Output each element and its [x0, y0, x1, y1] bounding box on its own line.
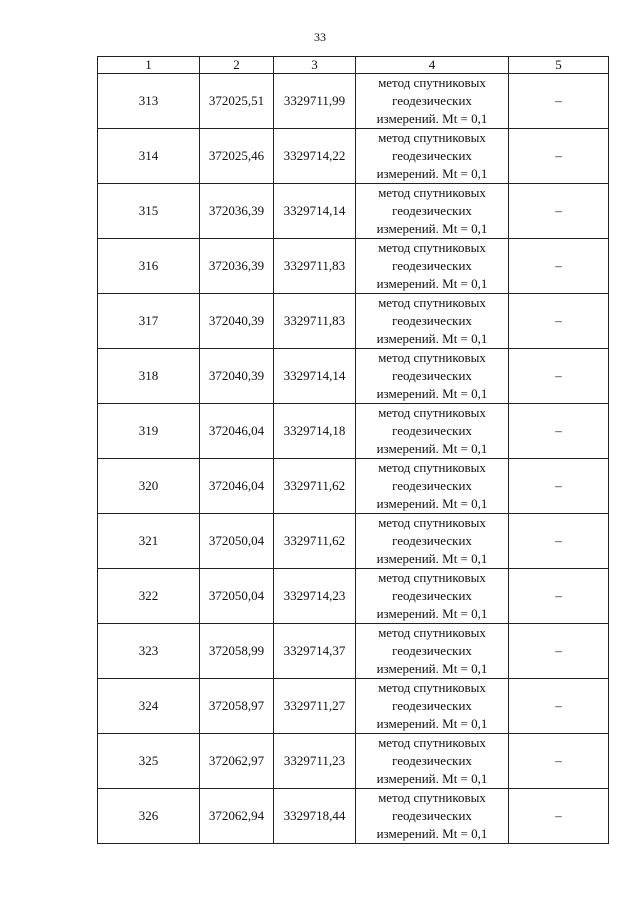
table-row	[98, 459, 609, 514]
table-row	[98, 789, 609, 844]
method-cell	[356, 679, 509, 734]
method-cell	[356, 129, 509, 184]
coord-y: 3329714,18	[274, 404, 356, 459]
table-row	[98, 184, 609, 239]
method-cell	[356, 184, 509, 239]
method-line-3: измерений. Mt = 0,1	[376, 221, 488, 236]
note-cell: –	[509, 349, 609, 404]
table-body	[98, 74, 609, 844]
method-line-1: метод спутниковых	[378, 240, 486, 255]
note-cell: –	[509, 789, 609, 844]
note-cell: –	[509, 459, 609, 514]
method-line-3: измерений. Mt = 0,1	[376, 551, 488, 566]
method-cell	[356, 734, 509, 789]
method-line-3: измерений. Mt = 0,1	[376, 331, 488, 346]
method-line-3: измерений. Mt = 0,1	[376, 716, 488, 731]
method-line-2: геодезических	[392, 313, 472, 328]
method-line-1: метод спутниковых	[378, 625, 486, 640]
header-col-4: 4	[356, 57, 509, 74]
point-number: 316	[98, 239, 200, 294]
coord-x: 372036,39	[200, 184, 274, 239]
coord-y: 3329711,62	[274, 459, 356, 514]
point-number: 321	[98, 514, 200, 569]
point-number: 319	[98, 404, 200, 459]
coord-y: 3329714,22	[274, 129, 356, 184]
point-number: 322	[98, 569, 200, 624]
note-cell: –	[509, 294, 609, 349]
table-row	[98, 294, 609, 349]
method-cell	[356, 294, 509, 349]
point-number: 323	[98, 624, 200, 679]
method-line-2: геодезических	[392, 643, 472, 658]
method-line-3: измерений. Mt = 0,1	[376, 111, 488, 126]
coord-y: 3329714,14	[274, 349, 356, 404]
method-line-1: метод спутниковых	[378, 350, 486, 365]
method-cell	[356, 624, 509, 679]
method-line-1: метод спутниковых	[378, 570, 486, 585]
table-row	[98, 679, 609, 734]
method-line-2: геодезических	[392, 148, 472, 163]
method-line-1: метод спутниковых	[378, 735, 486, 750]
point-number: 320	[98, 459, 200, 514]
page-number: 33	[314, 30, 326, 44]
table-row	[98, 129, 609, 184]
note-cell: –	[509, 569, 609, 624]
method-line-1: метод спутниковых	[378, 130, 486, 145]
coord-y: 3329714,14	[274, 184, 356, 239]
note-cell: –	[509, 129, 609, 184]
method-line-2: геодезических	[392, 588, 472, 603]
point-number: 317	[98, 294, 200, 349]
note-cell: –	[509, 734, 609, 789]
coord-x: 372050,04	[200, 569, 274, 624]
coord-y: 3329711,83	[274, 294, 356, 349]
method-line-3: измерений. Mt = 0,1	[376, 661, 488, 676]
method-line-3: измерений. Mt = 0,1	[376, 386, 488, 401]
method-cell	[356, 569, 509, 624]
coord-x: 372046,04	[200, 459, 274, 514]
point-number: 325	[98, 734, 200, 789]
method-line-1: метод спутниковых	[378, 405, 486, 420]
method-cell	[356, 514, 509, 569]
method-line-3: измерений. Mt = 0,1	[376, 826, 488, 841]
method-line-3: измерений. Mt = 0,1	[376, 771, 488, 786]
method-line-2: геодезических	[392, 753, 472, 768]
point-number: 326	[98, 789, 200, 844]
method-line-2: геодезических	[392, 258, 472, 273]
method-line-3: измерений. Mt = 0,1	[376, 496, 488, 511]
table-row	[98, 624, 609, 679]
method-line-2: геодезических	[392, 93, 472, 108]
method-line-2: геодезических	[392, 478, 472, 493]
note-cell: –	[509, 514, 609, 569]
coord-x: 372058,99	[200, 624, 274, 679]
method-line-2: геодезических	[392, 533, 472, 548]
coord-x: 372040,39	[200, 349, 274, 404]
method-line-1: метод спутниковых	[378, 295, 486, 310]
method-cell	[356, 459, 509, 514]
coord-y: 3329711,27	[274, 679, 356, 734]
note-cell: –	[509, 404, 609, 459]
header-col-1: 1	[98, 57, 200, 74]
method-line-1: метод спутниковых	[378, 460, 486, 475]
method-line-3: измерений. Mt = 0,1	[376, 276, 488, 291]
point-number: 313	[98, 74, 200, 129]
coord-y: 3329711,99	[274, 74, 356, 129]
coord-y: 3329711,83	[274, 239, 356, 294]
table-row	[98, 404, 609, 459]
table-row	[98, 569, 609, 624]
method-cell	[356, 239, 509, 294]
point-number: 315	[98, 184, 200, 239]
method-line-2: геодезических	[392, 808, 472, 823]
method-line-3: измерений. Mt = 0,1	[376, 606, 488, 621]
note-cell: –	[509, 624, 609, 679]
method-line-2: геодезических	[392, 368, 472, 383]
method-line-2: геодезических	[392, 423, 472, 438]
table-row	[98, 239, 609, 294]
method-line-1: метод спутниковых	[378, 680, 486, 695]
note-cell: –	[509, 679, 609, 734]
method-line-1: метод спутниковых	[378, 790, 486, 805]
coord-y: 3329714,37	[274, 624, 356, 679]
note-cell: –	[509, 74, 609, 129]
table-row	[98, 734, 609, 789]
table-header	[98, 57, 609, 74]
method-cell	[356, 349, 509, 404]
note-cell: –	[509, 184, 609, 239]
method-line-2: геодезических	[392, 698, 472, 713]
point-number: 314	[98, 129, 200, 184]
coord-x: 372046,04	[200, 404, 274, 459]
header-row	[98, 57, 609, 74]
table-row	[98, 514, 609, 569]
note-cell: –	[509, 239, 609, 294]
coord-x: 372025,46	[200, 129, 274, 184]
header-col-2: 2	[200, 57, 274, 74]
coordinates-table	[97, 56, 609, 844]
method-cell	[356, 74, 509, 129]
method-cell	[356, 404, 509, 459]
method-line-3: измерений. Mt = 0,1	[376, 441, 488, 456]
table-row	[98, 74, 609, 129]
method-cell	[356, 789, 509, 844]
coord-x: 372050,04	[200, 514, 274, 569]
coord-y: 3329711,23	[274, 734, 356, 789]
method-line-1: метод спутниковых	[378, 75, 486, 90]
method-line-2: геодезических	[392, 203, 472, 218]
coord-x: 372062,94	[200, 789, 274, 844]
coord-x: 372025,51	[200, 74, 274, 129]
coord-y: 3329711,62	[274, 514, 356, 569]
method-line-3: измерений. Mt = 0,1	[376, 166, 488, 181]
coord-x: 372040,39	[200, 294, 274, 349]
coord-x: 372062,97	[200, 734, 274, 789]
method-line-1: метод спутниковых	[378, 185, 486, 200]
header-col-5: 5	[509, 57, 609, 74]
point-number: 324	[98, 679, 200, 734]
coord-y: 3329714,23	[274, 569, 356, 624]
coord-x: 372036,39	[200, 239, 274, 294]
coord-x: 372058,97	[200, 679, 274, 734]
method-line-1: метод спутниковых	[378, 515, 486, 530]
header-col-3: 3	[274, 57, 356, 74]
point-number: 318	[98, 349, 200, 404]
coord-y: 3329718,44	[274, 789, 356, 844]
table-row	[98, 349, 609, 404]
